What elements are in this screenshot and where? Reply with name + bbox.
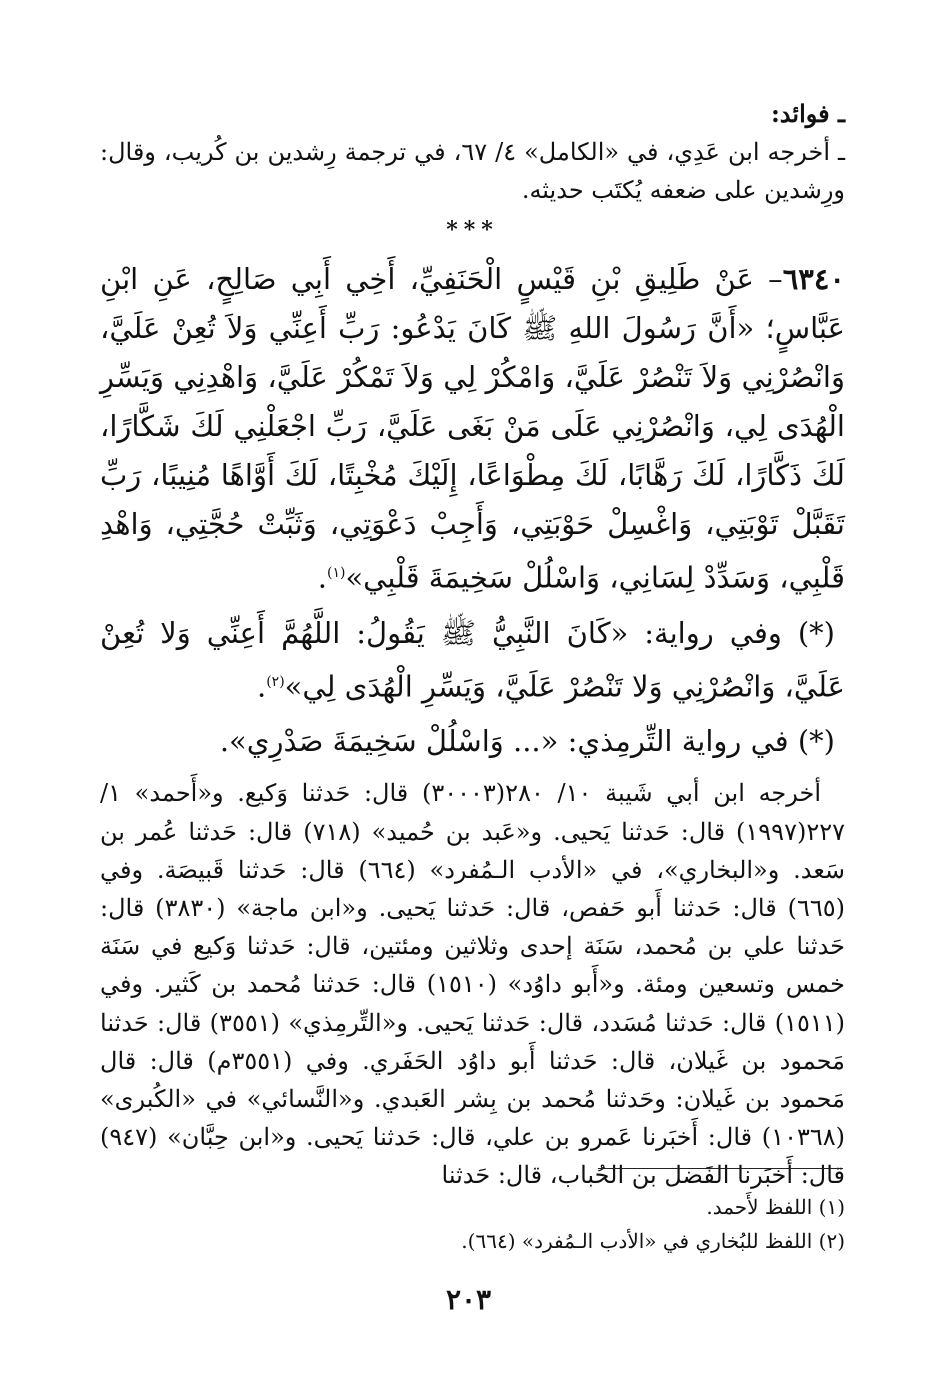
fawaid-section	[100, 95, 845, 209]
page-number: ٢٠٣	[445, 1283, 492, 1316]
footnotes	[300, 1190, 845, 1258]
takhrij-text: أخرجه ابن أبي شَيبة ١٠/ ٢٨٠(٣٠٠٠٣) قال: حَدثنا وَكيع. و«أَحمد» ١/ ٢٢٧(١٩٩٧) قال: حَدثنا يَحيى. و«عَبد بن حُميد» (٧١٨) قال: حَدثنا عُمر بن سَعد. و«البخاري»، في «الأدب الـمُفرد» (٦٦٤) قال: حَدثنا قَبيصَة. وفي (٦٦٥) قال: حَدثنا أَبو حَفص، قال: حَدثنا يَحيى. و«ابن ماجة» (٣٨٣٠) قال: حَدثنا علي بن مُحمد، سَنَة إحدى وثلاثين ومئتين، قال: حَدثنا وَكيع في سَنَة خمس وتسعين ومئة. و«أَبو داوُد» (١٥١٠) قال: حَدثنا مُحمد بن كَثير. وفي (١٥١١) قال: حَدثنا مُسَدد، قال: حَدثنا يَحيى. و«التِّرمِذي» (٣٥٥١) قال: حَدثنا مَحمود بن غَيلان، قال: حَدثنا أَبو داوُد الحَفَري. وفي (٣٥٥١م) قال: قال مَحمود بن غَيلان: وحَدثنا مُحمد بن بِشر العَبدي. و«النَّسائي» في «الكُبرى» (١٠٣٦٨) قال: أَخبَرنا عَمرو بن علي، قال: حَدثنا يَحيى. و«ابن حِبَّان» (٩٤٧) قال: أَخبَرنا الفَضل بن الحُباب، قال: حَدثنا	[100, 779, 846, 1190]
footnote-1: (١) اللفظ لأَحمد.	[706, 1195, 845, 1219]
hadith-body: – عَنْ طَلِيقِ بْنِ قَيْسٍ الْحَنَفِيِّ، أَخِي أَبِي صَالِحٍ، عَنِ ابْنِ عَبَّاسٍ؛ «أَنَّ رَسُولَ اللهِ ﷺ كَانَ يَدْعُو: رَبِّ أَعِنِّي وَلاَ تُعِنْ عَلَيَّ، وَانْصُرْنِي وَلاَ تَنْصُرْ عَلَيَّ، وَامْكُرْ لِي وَلاَ تَمْكُرْ عَلَيَّ، وَاهْدِنِي وَيَسِّرِ الْهُدَى لِي، وَانْصُرْنِي عَلَى مَنْ بَغَى عَلَيَّ، رَبِّ اجْعَلْنِي لَكَ شَكَّارًا، لَكَ ذَكَّارًا، لَكَ رَهَّابًا، لَكَ مِطْوَاعًا، إِلَيْكَ مُخْبِتًا، لَكَ أَوَّاهًا مُنِيبًا، رَبِّ تَقَبَّلْ تَوْبَتِي، وَاغْسِلْ حَوْبَتِي، وَأَجِبْ دَعْوَتِي، وَثَبِّتْ حُجَّتِي، وَاهْدِ قَلْبِي، وَسَدِّدْ لِسَانِي، وَاسْلُلْ سَخِيمَةَ قَلْبِي»	[100, 262, 845, 595]
footnote-2: (٢) اللفظ للبُخاري في «الأدب الـمُفرد» (٦٦٤).	[461, 1229, 845, 1253]
riwaya-2: (*) في رواية التِّرمِذي: «... وَاسْلُلْ سَخِيمَةَ صَدْرِي».	[219, 724, 835, 759]
fawaid-text: ـ أخرجه ابن عَدِي، في «الكامل» ٤/ ٦٧، في ترجمة رِشدين بن كُريب، وقال: ورِشدين على ضعفه يُكتَب حديثه.	[100, 138, 846, 204]
riwaya-1-text: (*) وفي رواية: «كَانَ النَّبِيُّ ﷺ يَقُولُ: اللَّهُمَّ أَعِنِّي وَلا تُعِنْ عَلَيَّ، وَانْصُرْنِي وَلا تَنْصُرْ عَلَيَّ، وَيَسِّرِ الْهُدَى لِي»	[100, 615, 845, 704]
riwaya-1-end: .	[256, 669, 267, 704]
section-separator: ***	[446, 217, 499, 243]
footnote-ref-2: (٢)	[266, 673, 285, 690]
hadith-number: ٦٣٤٠	[782, 262, 845, 296]
hadith-text: ٦٣٤٠– عَنْ طَلِيقِ بْنِ قَيْسٍ الْحَنَفِيِّ، أَخِي أَبِي صَالِحٍ، عَنِ ابْنِ عَبَّاسٍ؛ «أَنَّ رَسُولَ اللهِ ﷺ كَانَ يَدْعُو: رَبِّ أَعِنِّي وَلاَ تُعِنْ عَلَيَّ، وَانْصُرْنِي وَلاَ تَنْصُرْ عَلَيَّ، وَامْكُرْ لِي وَلاَ تَمْكُرْ عَلَيَّ، وَاهْدِنِي وَيَسِّرِ الْهُدَى لِي، وَانْصُرْنِي عَلَى مَنْ بَغَى عَلَيَّ، رَبِّ اجْعَلْنِي لَكَ شَكَّارًا، لَكَ ذَكَّارًا، لَكَ رَهَّابًا، لَكَ مِطْوَاعًا، إِلَيْكَ مُخْبِتًا، لَكَ أَوَّاهًا مُنِيبًا، رَبِّ تَقَبَّلْ تَوْبَتِي، وَاغْسِلْ حَوْبَتِي، وَأَجِبْ دَعْوَتِي، وَثَبِّتْ حُجَّتِي، وَاهْدِ قَلْبِي، وَسَدِّدْ لِسَانِي، وَاسْلُلْ سَخِيمَةَ قَلْبِي»$^{(١)}$.	[100, 262, 845, 595]
footnote-divider	[598, 1168, 843, 1169]
page-body	[100, 95, 845, 1195]
riwaya-1	[100, 609, 845, 712]
footnote-ref-1: (١)	[326, 565, 346, 581]
fawaid-heading: ـ فوائد:	[770, 99, 845, 128]
